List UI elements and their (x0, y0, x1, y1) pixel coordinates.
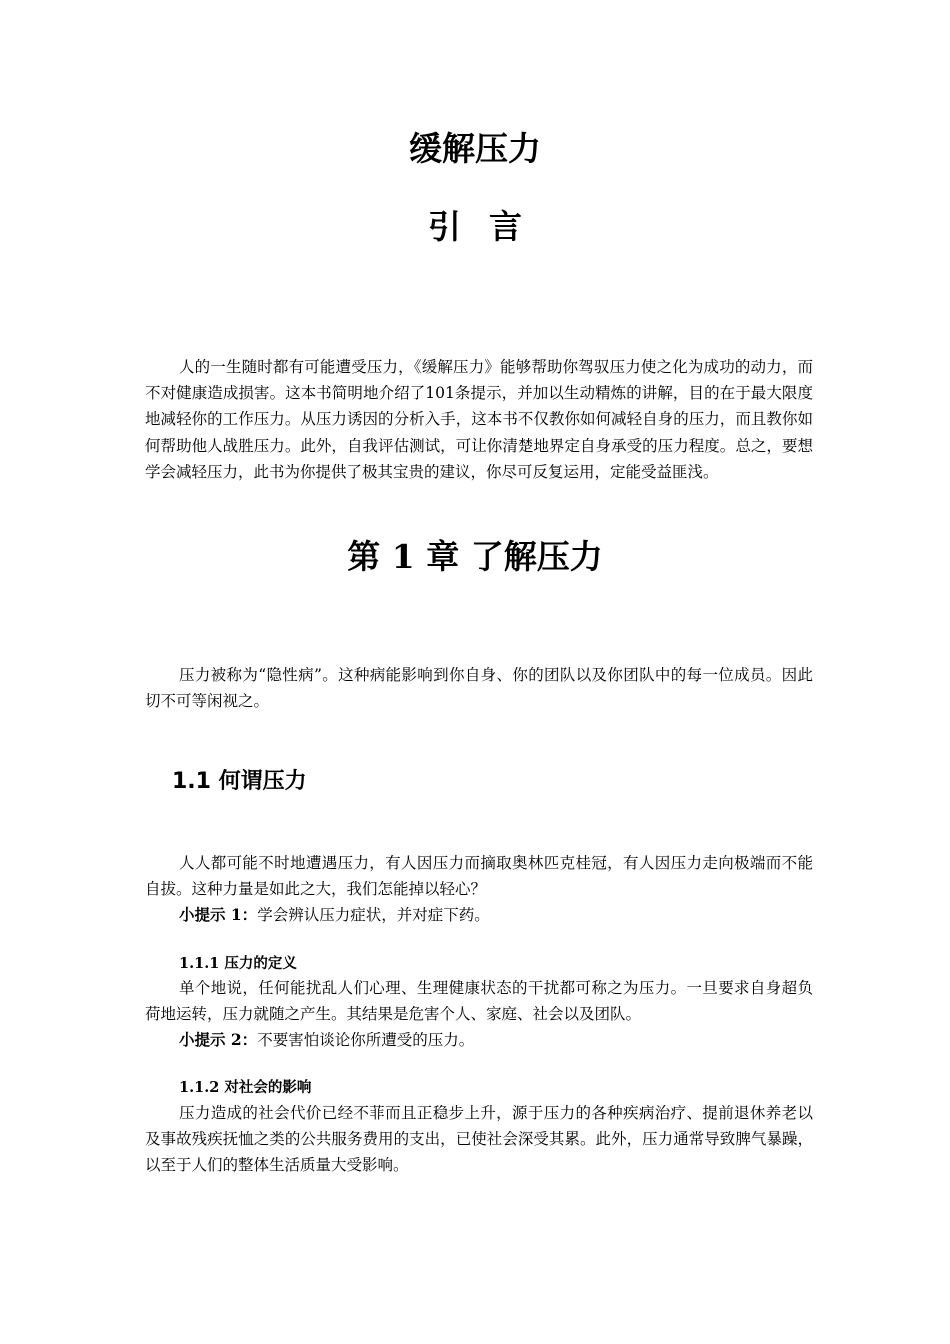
section-paragraph: 人人都可能不时地遭遇压力，有人因压力而摘取奥林匹克桂冠，有人因压力走向极端而不能自拔。这种力量是如此之大，我们怎能掉以轻心？ (145, 854, 813, 899)
subsection-2-heading: 1.1.2 对社会的影响 (179, 1079, 312, 1096)
tip-2 (179, 1027, 474, 1053)
chapter-paragraph: 压力被称为“隐性病”。这种病能影响到你自身、你的团队以及你团队中的每一位成员。因此切不可等闲视之。 (145, 666, 813, 711)
tip-1 (179, 902, 490, 928)
tip-1-text: 学会辨认压力症状，并对症下药。 (257, 906, 490, 924)
book-title: 缓解压力 (409, 129, 541, 168)
subsection-2-paragraph: 压力造成的社会代价已经不菲而且正稳步上升，源于压力的各种疾病治疗、提前退休养老以及事故残疾抚恤之类的公共服务费用的支出，已使社会深受其累。此外，压力通常导致脾气暴躁，以至于人们的整体生活质量大受影响。 (145, 1104, 813, 1175)
subsection-1-heading: 1.1.1 压力的定义 (179, 955, 297, 972)
intro-paragraph: 人的一生随时都有可能遭受压力，《缓解压力》能够帮助你驾驭压力使之化为成功的动力，而不对健康造成损害。这本书简明地介绍了101条提示，并加以生动精炼的讲解，目的在于最大限度地减轻你的工作压力。从压力诱因的分析入手，这本书不仅教你如何减轻自身的压力，而且教你如何帮助他人战胜压力。此外，自我评估测试，可让你清楚地界定自身承受的压力程度。总之，要想学会减轻压力，此书为你提供了极其宝贵的建议，你尽可反复运用，定能受益匪浅。 (145, 358, 813, 481)
chapter-heading: 第 1 章 了解压力 (347, 537, 603, 576)
tip-2-label: 小提示 2： (179, 1030, 258, 1049)
tip-1-label: 小提示 1： (179, 905, 258, 924)
intro-heading: 引言 (428, 207, 550, 246)
tip-2-text: 不要害怕谈论你所遭受的压力。 (257, 1031, 475, 1049)
subsection-1-paragraph: 单个地说，任何能扰乱人们心理、生理健康状态的干扰都可称之为压力。一旦要求自身超负荷地运转，压力就随之产生。其结果是危害个人、家庭、社会以及团队。 (145, 979, 813, 1024)
section-heading: 1.1 何谓压力 (172, 769, 307, 794)
